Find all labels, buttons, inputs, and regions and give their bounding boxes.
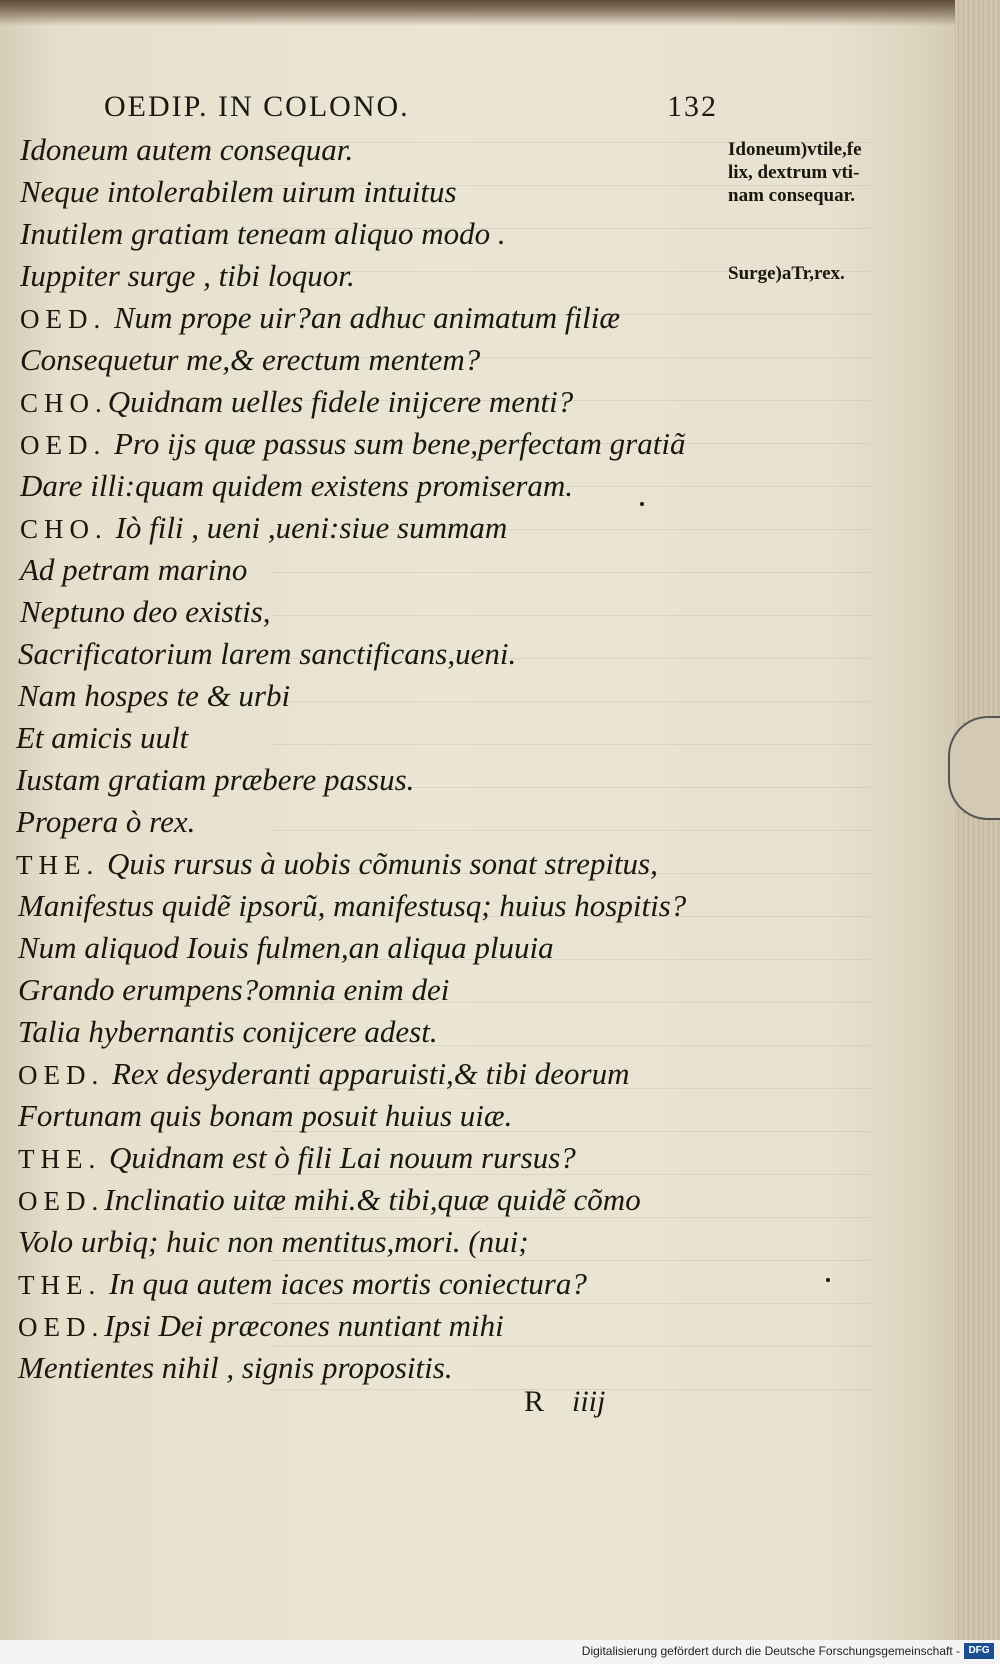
text-line: Mentientes nihil , signis propositis. (18, 1350, 453, 1385)
marginal-note: lix, dextrum vti- (728, 162, 860, 183)
text-line: Propera ò rex. (16, 804, 196, 839)
dfg-logo: DFG (964, 1643, 994, 1659)
text-line: Inutilem gratiam teneam aliquo modo . (20, 216, 506, 251)
text-line: CHO. Iò fili , ueni ,ueni:siue summam (20, 510, 508, 545)
running-head: OEDIP. IN COLONO. (104, 90, 410, 123)
text-line: Dare illi:quam quidem existens promiseram. (20, 468, 574, 503)
marginal-note: Idoneum)vtile,fe (728, 139, 862, 160)
text-line: OED.Inclinatio uitæ mihi.& tibi,quæ quidẽ cõmo (18, 1182, 641, 1217)
text-line: THE. Quis rursus à uobis cõmunis sonat strepitus, (16, 846, 658, 881)
text-line: THE. In qua autem iaces mortis coniectura? (18, 1266, 587, 1301)
text-line: Neptuno deo existis, (20, 594, 271, 629)
text-line: Talia hybernantis conijcere adest. (18, 1014, 438, 1049)
text-line: OED. Num prope uir?an adhuc animatum filiæ (20, 300, 621, 335)
ink-speck (640, 502, 644, 506)
ink-speck (826, 1278, 830, 1282)
text-line: Iustam gratiam præbere passus. (16, 762, 415, 797)
marginal-note: nam consequar. (728, 185, 856, 206)
text-line: Grando erumpens?omnia enim dei (18, 972, 450, 1007)
text-line: THE. Quidnam est ò fili Lai nouum rursus? (18, 1140, 576, 1175)
page-edges (955, 0, 1000, 1640)
text-line: Consequetur me,& erectum mentem? (20, 342, 481, 377)
digitization-footer (0, 1640, 1000, 1664)
text-line: Num aliquod Iouis fulmen,an aliqua pluuia (18, 930, 554, 965)
folio-number: 132 (667, 90, 718, 123)
marginal-note: Surge)aTr,rex. (728, 263, 845, 284)
text-line: Et amicis uult (16, 720, 189, 755)
text-line: CHO.Quidnam uelles fidele inijcere menti? (20, 384, 574, 419)
text-line: Iuppiter surge , tibi loquor. (20, 258, 355, 293)
text-line: Neque intolerabilem uirum intuitus (20, 174, 457, 209)
text-line: OED. Pro ijs quæ passus sum bene,perfectam gratiã (20, 426, 686, 461)
text-line: Volo urbiq; huic non mentitus,mori. (nui; (18, 1224, 529, 1259)
text-line: Fortunam quis bonam posuit huius uiæ. (18, 1098, 513, 1133)
page-tab-marker (948, 716, 1000, 820)
text-line: Idoneum autem consequar. (20, 132, 354, 167)
text-line: Nam hospes te & urbi (18, 678, 291, 713)
text-line: OED.Ipsi Dei præcones nuntiant mihi (18, 1308, 504, 1343)
text-line: OED. Rex desyderanti apparuisti,& tibi deorum (18, 1056, 630, 1091)
signature-mark: R iiij (524, 1385, 606, 1418)
funding-credit: Digitalisierung gefördert durch die Deutsche Forschungsgemeinschaft - (581, 1644, 960, 1658)
text-line: Ad petram marino (20, 552, 248, 587)
text-line: Manifestus quidẽ ipsorũ, manifestusq; huius hospitis? (18, 888, 687, 923)
text-line: Sacrificatorium larem sanctificans,ueni. (18, 636, 517, 671)
